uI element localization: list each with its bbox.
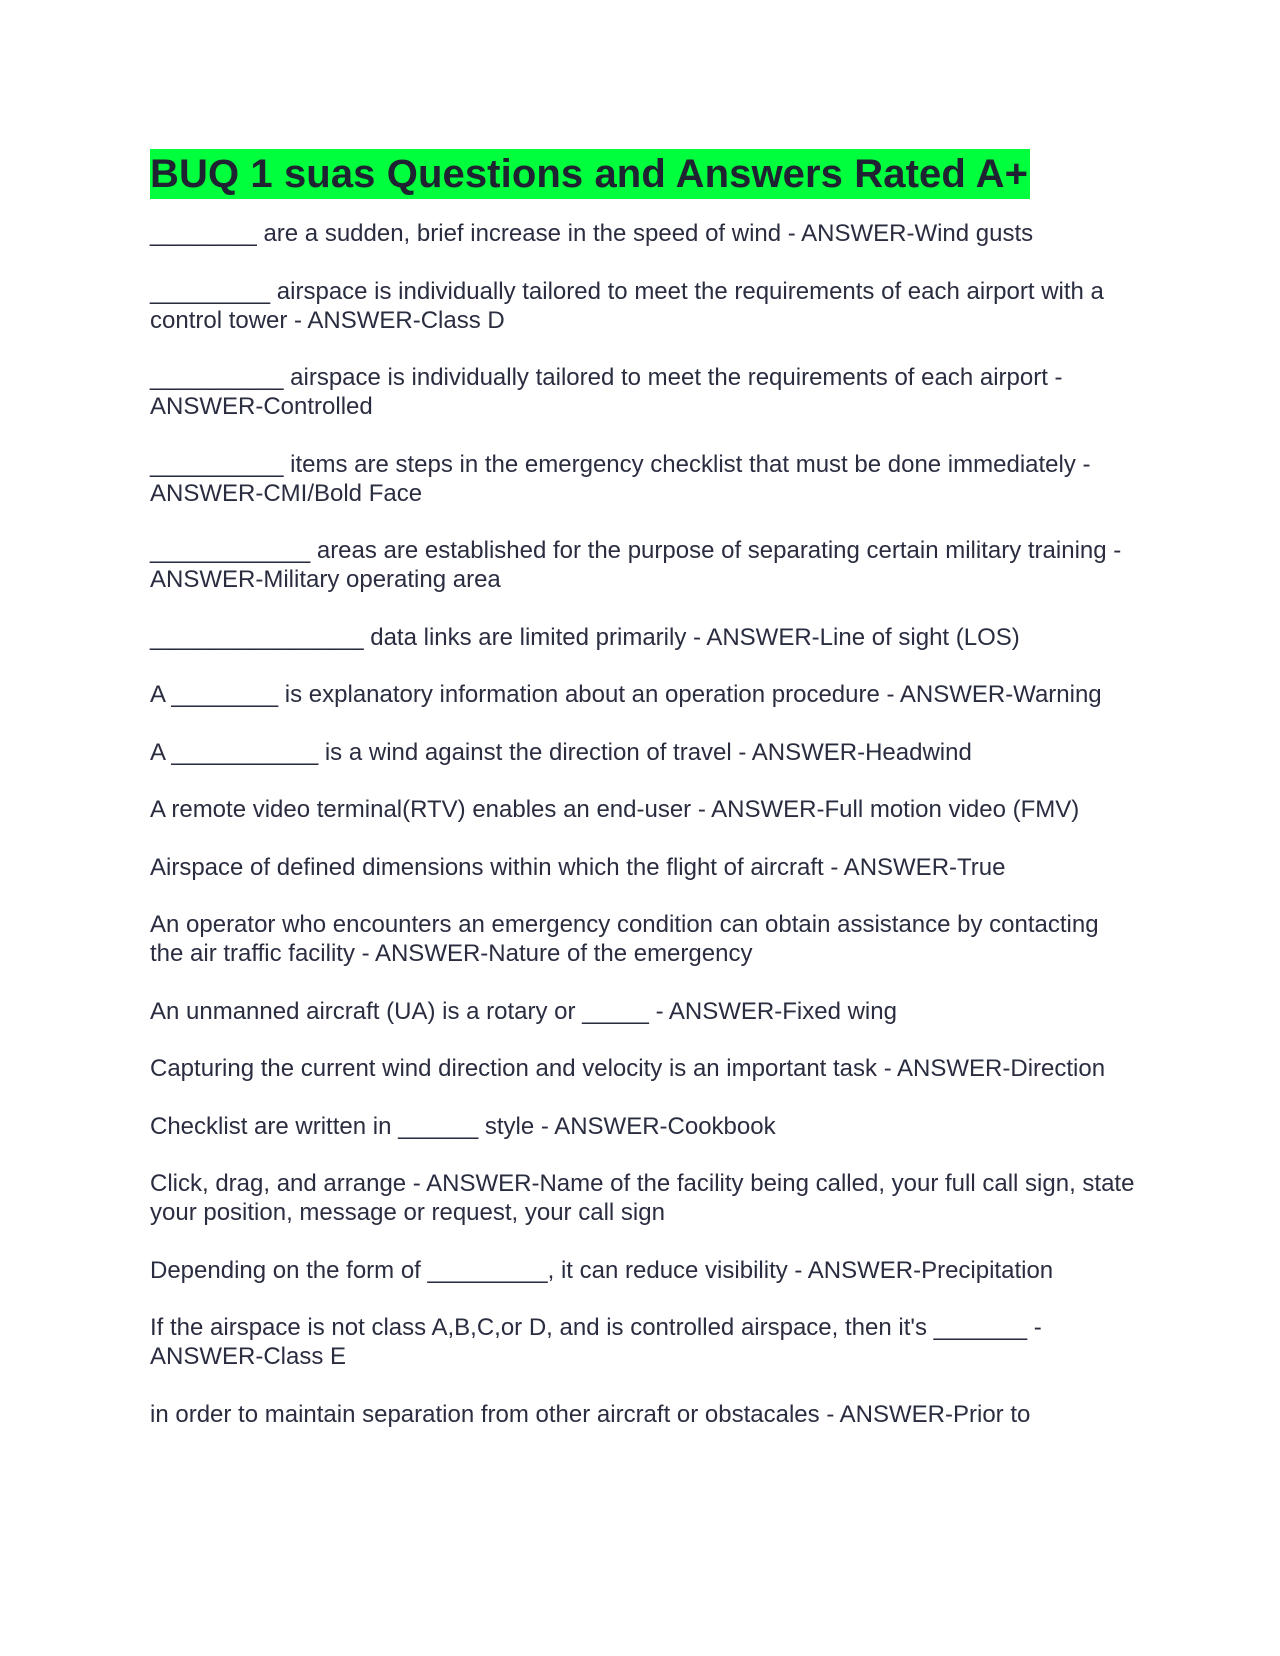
qa-item: ____________ areas are established for the purpose of separating certain military training - ANSWER-Military operating area: [150, 537, 1122, 593]
qa-item: Click, drag, and arrange - ANSWER-Name of the facility being called, your full call sign, state your position, message or request, your call sign: [150, 1170, 1135, 1226]
qa-item: ________________ data links are limited primarily - ANSWER-Line of sight (LOS): [150, 623, 1020, 651]
qa-item: Airspace of defined dimensions within which the flight of aircraft - ANSWER-True: [150, 853, 1006, 881]
qa-item: A ________ is explanatory information about an operation procedure - ANSWER-Warning: [150, 681, 1102, 708]
qa-item: An unmanned aircraft (UA) is a rotary or _____ - ANSWER-Fixed wing: [150, 997, 897, 1025]
qa-item: _________ airspace is individually tailored to meet the requirements of each airport with a control tower - ANSWER-Class D: [150, 277, 1104, 334]
qa-item: Capturing the current wind direction and velocity is an important task - ANSWER-Direction: [150, 1055, 1106, 1082]
qa-list: [150, 219, 1135, 1429]
qa-item: An operator who encounters an emergency condition can obtain assistance by contacting the air traffic facility - ANSWER-Nature of the emergency: [150, 911, 1099, 967]
document-title: BUQ 1 suas Questions and Answers Rated A+: [150, 149, 1030, 199]
qa-item: A remote video terminal(RTV) enables an end-user - ANSWER-Full motion video (FMV): [150, 796, 1080, 823]
qa-item: Depending on the form of _________, it can reduce visibility - ANSWER-Precipitation: [150, 1256, 1054, 1284]
qa-item: __________ items are steps in the emergency checklist that must be done immediately - ANSWER-CMI/Bold Face: [150, 450, 1091, 507]
document-content: [150, 149, 1135, 1457]
qa-item: in order to maintain separation from other aircraft or obstacales - ANSWER-Prior to: [150, 1400, 1031, 1428]
qa-item: __________ airspace is individually tailored to meet the requirements of each airport - ANSWER-Controlled: [150, 364, 1063, 420]
qa-item: A ___________ is a wind against the direction of travel - ANSWER-Headwind: [150, 738, 972, 766]
qa-item: Checklist are written in ______ style - ANSWER-Cookbook: [150, 1112, 776, 1140]
qa-item: If the airspace is not class A,B,C,or D, and is controlled airspace, then it's _______ - ANSWER-Class E: [150, 1314, 1042, 1370]
qa-item: ________ are a sudden, brief increase in the speed of wind - ANSWER-Wind gusts: [150, 220, 1034, 247]
